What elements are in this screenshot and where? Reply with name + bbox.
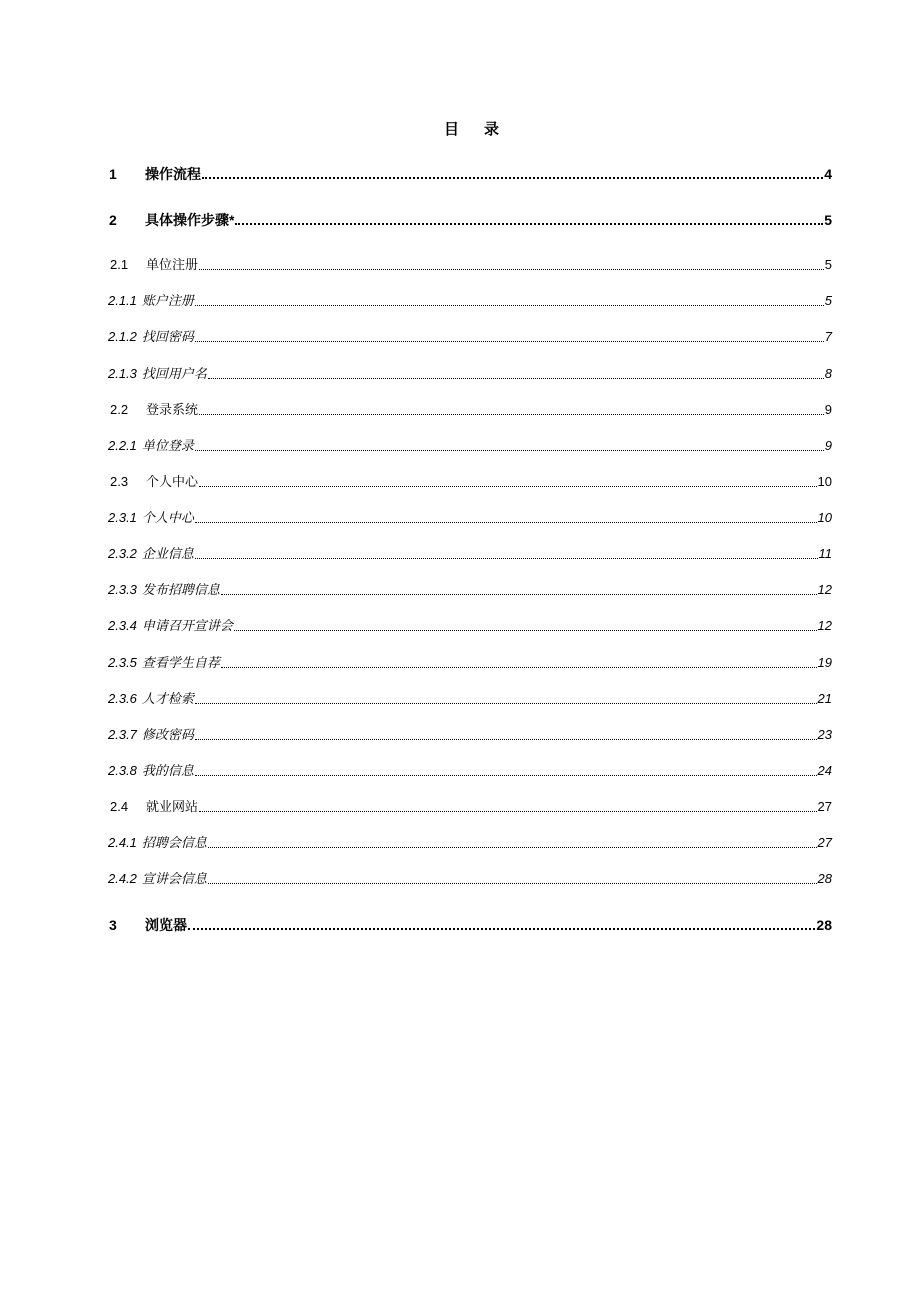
toc-leader-dots	[195, 739, 817, 740]
toc-entry-1[interactable]	[108, 163, 832, 183]
toc-entry-label: 招聘会信息	[141, 835, 207, 850]
toc-entry-number: 2.3.2	[108, 546, 137, 561]
toc-entry-2-3-2[interactable]	[108, 543, 832, 563]
toc-entry-page: 10	[817, 474, 832, 489]
toc-title-part1: 目	[443, 121, 460, 138]
toc-entry-label: 单位注册	[146, 257, 199, 272]
toc-leader-dots	[199, 414, 824, 415]
toc-entry-number: 2.3.5	[108, 655, 137, 670]
toc-entry-label: 浏览器	[145, 917, 187, 933]
toc-entry-number: 2.3.3	[108, 582, 137, 597]
toc-title	[0, 118, 920, 139]
toc-entry-2[interactable]	[108, 209, 832, 229]
toc-entry-2-1-1[interactable]	[108, 290, 832, 310]
toc-entry-label: 人才检索	[141, 691, 194, 706]
toc-leader-dots	[195, 558, 818, 559]
toc-entry-label: 个人中心	[146, 474, 199, 489]
toc-entry-number: 2.2.1	[108, 438, 137, 453]
toc-entry-2-1-2[interactable]	[108, 326, 832, 346]
toc-entry-2-1[interactable]	[108, 254, 832, 274]
toc-entry-number: 2.1	[110, 257, 129, 272]
toc-leader-dots	[202, 177, 823, 179]
toc-entry-number: 3	[109, 917, 117, 933]
toc-leader-dots	[199, 269, 824, 270]
toc-entry-page: 27	[817, 835, 832, 850]
toc-entry-label: 操作流程	[145, 166, 201, 182]
toc-leader-dots	[195, 775, 817, 776]
toc-leader-dots	[208, 847, 817, 848]
toc-entry-2-3-5[interactable]	[108, 652, 832, 672]
toc-entry-page: 12	[817, 618, 832, 633]
toc-entry-page: 10	[817, 510, 832, 525]
toc-entry-2-4-1[interactable]	[108, 832, 832, 852]
toc-entry-number: 1	[109, 166, 117, 182]
toc-leader-dots	[208, 883, 817, 884]
toc-entry-label: 登录系统	[146, 402, 199, 417]
toc-entry-page: 11	[818, 546, 832, 561]
toc-entry-number: 2.2	[110, 402, 129, 417]
toc-leader-dots	[195, 703, 817, 704]
toc-entry-number: 2.3.8	[108, 763, 137, 778]
toc-entry-label: 宣讲会信息	[141, 871, 207, 886]
toc-title-part2: 录	[484, 121, 501, 138]
toc-entry-number: 2.4.1	[108, 835, 137, 850]
toc-entry-2-4[interactable]	[108, 796, 832, 816]
toc-entry-page: 19	[817, 655, 832, 670]
toc-leader-dots	[208, 378, 824, 379]
toc-entry-label: 发布招聘信息	[141, 582, 220, 597]
toc-leader-dots	[188, 928, 815, 930]
toc-leader-dots	[195, 341, 824, 342]
toc-entry-page: 8	[824, 366, 832, 381]
toc-entry-2-3-7[interactable]	[108, 724, 832, 744]
toc-entry-2-3[interactable]	[108, 471, 832, 491]
toc-entry-2-4-2[interactable]	[108, 868, 832, 888]
toc-leader-dots	[235, 223, 823, 225]
toc-entry-label: 个人中心	[141, 510, 194, 525]
toc-entry-label: 申请召开宣讲会	[141, 618, 233, 633]
toc-entry-number: 2.1.1	[108, 293, 137, 308]
toc-entry-page: 24	[817, 763, 832, 778]
toc-entry-2-2-1[interactable]	[108, 435, 832, 455]
toc-entry-number: 2.4	[110, 799, 129, 814]
toc-entry-label: 我的信息	[141, 763, 194, 778]
toc-entry-page: 21	[817, 691, 832, 706]
toc-entry-number: 2.3.7	[108, 727, 137, 742]
toc-entry-2-3-8[interactable]	[108, 760, 832, 780]
toc-entry-number: 2.3.4	[108, 618, 137, 633]
toc-entry-page: 28	[817, 871, 832, 886]
toc-entry-label: 企业信息	[141, 546, 194, 561]
toc-entry-number: 2.1.2	[108, 329, 137, 344]
toc-entry-number: 2	[109, 212, 117, 228]
toc-entry-number: 2.3.6	[108, 691, 137, 706]
toc-entry-2-3-4[interactable]	[108, 615, 832, 635]
toc-leader-dots	[199, 486, 817, 487]
toc-entry-label: 找回用户名	[141, 366, 207, 381]
toc-entry-2-3-3[interactable]	[108, 579, 832, 599]
toc-entry-2-3-6[interactable]	[108, 688, 832, 708]
toc-entry-label: 就业网站	[146, 799, 199, 814]
toc-entry-page: 27	[817, 799, 832, 814]
toc-entry-number: 2.1.3	[108, 366, 137, 381]
toc-entry-2-1-3[interactable]	[108, 363, 832, 383]
toc-entry-2-3-1[interactable]	[108, 507, 832, 527]
toc-entry-page: 5	[824, 257, 832, 272]
toc-entry-page: 23	[817, 727, 832, 742]
toc-leader-dots	[195, 305, 824, 306]
toc-entry-label: 查看学生自荐	[141, 655, 220, 670]
toc-leader-dots	[195, 450, 824, 451]
toc-entry-page: 4	[824, 166, 832, 182]
toc-leader-dots	[234, 630, 817, 631]
toc-entry-label: 账户注册	[141, 293, 194, 308]
toc-entry-2-2[interactable]	[108, 399, 832, 419]
toc-leader-dots	[195, 522, 817, 523]
toc-entry-3[interactable]	[108, 914, 832, 934]
toc-entry-label: 单位登录	[141, 438, 194, 453]
toc-entry-label: 修改密码	[141, 727, 194, 742]
toc-entry-number: 2.3.1	[108, 510, 137, 525]
toc-entry-page: 9	[824, 438, 832, 453]
toc-entry-page: 5	[824, 293, 832, 308]
toc-entry-page: 5	[824, 212, 832, 228]
toc-entry-number: 2.4.2	[108, 871, 137, 886]
toc-entry-page: 9	[824, 402, 832, 417]
toc-leader-dots	[221, 594, 817, 595]
toc-leader-dots	[199, 811, 817, 812]
toc-entry-page: 12	[817, 582, 832, 597]
toc-entry-page: 7	[824, 329, 832, 344]
toc-entry-page: 28	[816, 917, 832, 933]
toc-entry-label: 具体操作步骤*	[145, 212, 235, 228]
toc-entry-label: 找回密码	[141, 329, 194, 344]
toc-entry-number: 2.3	[110, 474, 129, 489]
toc-leader-dots	[221, 667, 817, 668]
